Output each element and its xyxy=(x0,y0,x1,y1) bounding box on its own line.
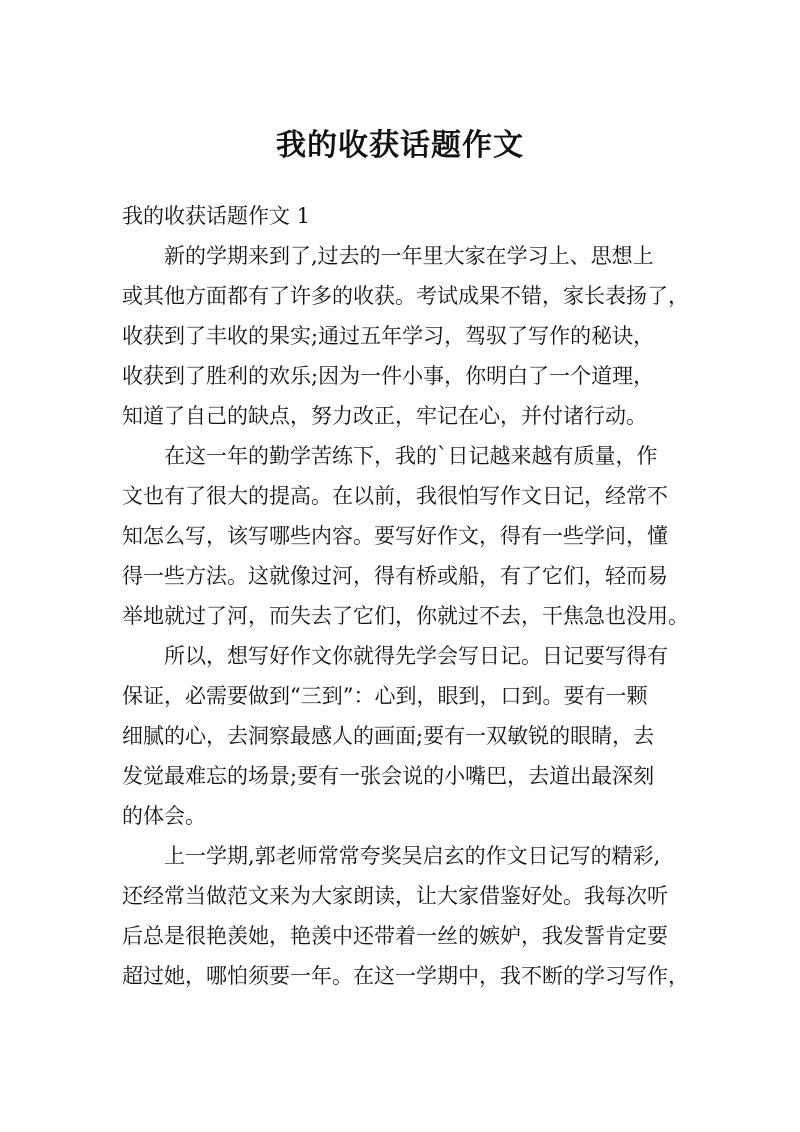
document-body xyxy=(122,196,689,996)
text-line: 收获到了丰收的果实;通过五年学习，驾驭了写作的秘诀， xyxy=(122,324,655,348)
document-title: 我的收获话题作文 xyxy=(276,128,524,163)
text-line: 发觉最难忘的场景;要有一张会说的小嘴巴，去道出最深刻 xyxy=(122,764,655,788)
text-line: 知道了自己的缺点，努力改正，牢记在心，并付诸行动。 xyxy=(122,404,647,428)
paragraph xyxy=(122,836,689,996)
text-line: 举地就过了河，而失去了它们，你就过不去，干焦急也没用。 xyxy=(122,604,689,628)
paragraph xyxy=(122,636,682,836)
text-line: 得一些方法。这就像过河，得有桥或船，有了它们，轻而易 xyxy=(122,564,668,588)
text-line: 新的学期来到了,过去的一年里大家在学习上、思想上 xyxy=(164,244,654,268)
text-line: 还经常当做范文来为大家朗读，让大家借鉴好处。我每次听 xyxy=(122,884,668,908)
text-line: 的体会。 xyxy=(122,804,206,828)
paragraph xyxy=(122,436,689,636)
text-line: 所以，想写好作文你就得先学会写日记。日记要写得有 xyxy=(164,644,668,668)
section-heading: 我的收获话题作文 1 xyxy=(122,204,311,228)
text-line: 文也有了很大的提高。在以前，我很怕写作文日记，经常不 xyxy=(122,484,668,508)
text-line: 上一学期,郭老师常常夸奖吴启玄的作文日记写的精彩, xyxy=(164,844,661,868)
text-line: 收获到了胜利的欢乐;因为一件小事，你明白了一个道理， xyxy=(122,364,655,388)
paragraph-list xyxy=(122,236,689,996)
text-line: 在这一年的勤学苦练下，我的`日记越来越有质量，作 xyxy=(164,444,658,468)
text-line: 细腻的心，去洞察最感人的画面;要有一双敏锐的眼睛，去 xyxy=(122,724,655,748)
paragraph xyxy=(122,236,689,436)
text-line: 后总是很艳羡她，艳羡中还带着一丝的嫉妒，我发誓肯定要 xyxy=(122,924,668,948)
text-line: 知怎么写，该写哪些内容。要写好作文，得有一些学问，懂 xyxy=(122,524,668,548)
text-line: 超过她，哪怕须要一年。在这一学期中，我不断的学习写作， xyxy=(122,964,689,988)
text-line: 保证，必需要做到“三到”：心到，眼到，口到。要有一颗 xyxy=(122,684,648,708)
text-line: 或其他方面都有了许多的收获。考试成果不错，家长表扬了， xyxy=(122,284,689,308)
